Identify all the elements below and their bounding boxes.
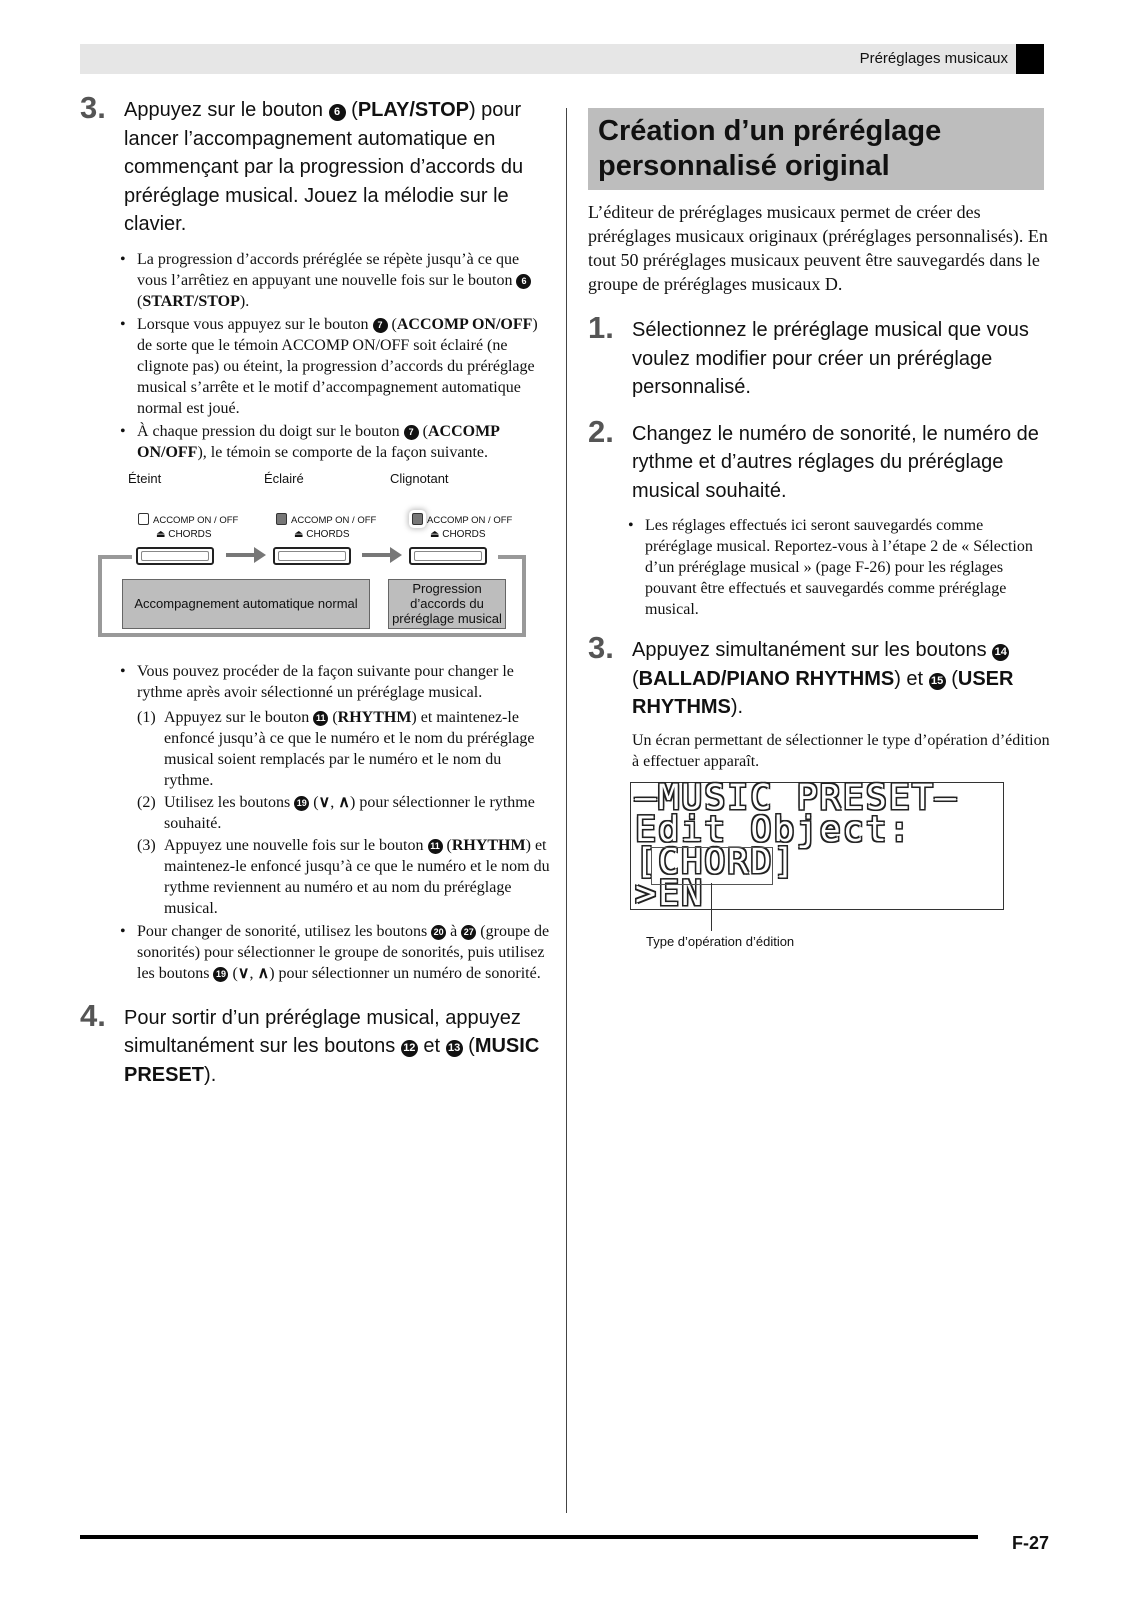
button-number-icon: 12 [401, 1040, 418, 1057]
step-text: Pour sortir d’un préréglage musical, appuyez simultanément sur les boutons [124, 1006, 521, 1057]
box-label: Accompagnement automatique normal [134, 596, 358, 611]
button-number-icon: 13 [446, 1040, 463, 1057]
button-name: BALLAD/PIANO RHYTHMS [638, 667, 895, 690]
led-off-icon [138, 513, 149, 525]
step-text: ) et [894, 667, 929, 690]
button-number-icon: 6 [329, 104, 346, 121]
page-header [80, 44, 1044, 74]
step-text: ) pour lancer l’accompagnement automatique en commençant par la progression d’accords du préréglage musical. Jouez la mélodie sur le clavier. [124, 99, 524, 235]
button-name: PLAY/STOP [357, 99, 469, 121]
button-name: ACCOMP ON/OFF [137, 422, 500, 461]
step-3-play [80, 90, 550, 239]
button-number-icon: 6 [516, 274, 531, 289]
state-on-label: Éclairé [264, 470, 304, 486]
normal-accomp-box [122, 579, 370, 629]
accomp-button-graphic [273, 547, 351, 565]
sub-step: (2) Utilisez les boutons 19 (∨, ∧) pour sélectionner le rythme souhaité. [137, 793, 535, 832]
bullet-item: • Pour changer de sonorité, utilisez les boutons 20 à 27 (groupe de sonorités) pour sélectionner le groupe de sonorités, puis utilisez les boutons 19 (∨, ∧) pour sélectionner un numéro de sonorité. [118, 921, 550, 984]
led-label: ACCOMP ON / OFF [291, 514, 377, 526]
step-number: 2. [588, 413, 614, 449]
state-off-label: Éteint [128, 470, 162, 486]
lcd-display [630, 777, 1004, 914]
step-number: 3. [588, 630, 614, 665]
button-name: RHYTHM [337, 708, 412, 726]
chords-label: ⏏ CHORDS [156, 528, 212, 540]
sub-step: (3) Appuyez une nouvelle fois sur le bouton 11 (RHYTHM) et maintenez-le enfoncé jusqu’à ce que le numéro et le nom du rythme reviennent au numéro et au nom du préréglage musical. [137, 836, 550, 917]
state-blink-label: Clignotant [390, 470, 449, 486]
step-1-select [588, 310, 1054, 402]
led-on-icon [276, 513, 287, 525]
chords-text: CHORDS [168, 528, 212, 540]
callout-line [711, 883, 712, 931]
arrow-right-icon [362, 553, 392, 557]
button-number-icon: 15 [929, 673, 946, 690]
column-divider [566, 108, 567, 1513]
button-name: USER RHYTHMS [632, 667, 1014, 718]
step-text: ( [462, 1035, 475, 1057]
intro-paragraph: L’éditeur de préréglages musicaux permet de créer des préréglages musicaux originaux (préréglages personnalisés). En tout 50 préréglages musicaux peuvent être sauvegardés dans le groupe de préréglages musicaux D. [588, 202, 1048, 294]
section-title: Création d’un préréglage personnalisé original [588, 108, 1044, 190]
chords-text: CHORDS [306, 528, 350, 540]
rhythm-bullets [118, 661, 550, 984]
button-name: START/STOP [142, 292, 240, 310]
chords-label: ⏏ CHORDS [294, 528, 350, 540]
step-number: 1. [588, 310, 614, 345]
step-2-change [588, 413, 1054, 506]
step-text: ( [945, 667, 958, 690]
chords-label: ⏏ CHORDS [430, 528, 486, 540]
button-number-icon: 14 [992, 644, 1009, 661]
led-off [138, 513, 238, 540]
chevron-up-icon: ∧ [338, 793, 350, 811]
step-4-exit [80, 997, 550, 1090]
lcd-highlight-box [651, 847, 773, 885]
step-text: ( [345, 99, 358, 121]
led-label: ACCOMP ON / OFF [427, 514, 513, 526]
step-text: ). [730, 696, 744, 718]
loop-line [98, 633, 526, 637]
step-text: et [417, 1035, 446, 1057]
led-behaviour-diagram [80, 469, 550, 655]
lcd-line-3: [CHORD] [635, 841, 797, 882]
lcd-line-2: Edit Object: [635, 809, 912, 850]
step-text: ). [204, 1063, 217, 1086]
chevron-up-icon: ∧ [257, 964, 270, 982]
left-column [80, 90, 550, 1089]
arrow-right-icon [226, 553, 256, 557]
step-3-bullets [118, 249, 550, 463]
button-number-icon: 19 [213, 967, 228, 982]
lcd-caption: Type d’opération d’édition [646, 933, 795, 949]
led-label: ACCOMP ON / OFF [153, 514, 239, 526]
chevron-down-icon: ∨ [318, 793, 331, 811]
step-text: Appuyez simultanément sur les boutons [632, 639, 993, 661]
progression-box [388, 579, 506, 629]
step-3-note: Un écran permettant de sélectionner le type d’opération d’édition à effectuer apparaît. [632, 731, 1050, 770]
led-blink [412, 513, 512, 540]
step-3-edit [588, 630, 1054, 722]
lcd-line-4: >EN [635, 873, 705, 914]
button-number-icon: 19 [294, 796, 309, 811]
led-blink-icon [412, 513, 423, 525]
right-column [588, 108, 1054, 949]
button-number-icon: 27 [461, 925, 476, 940]
step-text: Changez le numéro de sonorité, le numéro de rythme et d’autres réglages du préréglage musical souhaité. [632, 422, 1039, 502]
button-name: RHYTHM [451, 836, 526, 854]
button-number-icon: 11 [428, 839, 443, 854]
accomp-button-graphic [136, 547, 214, 565]
button-number-icon: 20 [431, 925, 446, 940]
sub-steps [137, 707, 550, 919]
step-text: Appuyez sur le bouton [124, 99, 329, 121]
page-number: F-27 [1012, 1533, 1050, 1553]
accomp-button-graphic [409, 547, 487, 565]
footer-rule [80, 1535, 978, 1539]
button-name: ACCOMP ON/OFF [396, 315, 533, 333]
step-number: 3. [80, 90, 106, 125]
step-text: Sélectionnez le préréglage musical que vous voulez modifier pour créer un préréglage personnalisé. [632, 319, 1029, 398]
button-number-icon: 7 [404, 425, 419, 440]
box-label: Progression d’accords du préréglage musical [392, 581, 502, 626]
step-number: 4. [80, 997, 106, 1033]
step-2-bullets [626, 515, 1054, 620]
chevron-down-icon: ∨ [237, 964, 250, 982]
header-marker [1016, 44, 1044, 74]
bullet-item: • Les réglages effectués ici seront sauvegardés comme préréglage musical. Reportez-vous à l’étape 2 de « Sélection d’un préréglage musical » (page F-26) pour les réglages pouvant être effectués et sauvegardés comme préréglage musical. [626, 515, 1054, 620]
led-on [276, 513, 376, 540]
section-header-title: Préréglages musicaux [859, 50, 1008, 67]
lcd-line-1: –MUSIC PRESET– [635, 777, 959, 818]
button-number-icon: 11 [313, 711, 328, 726]
step-text: ( [632, 667, 639, 690]
sub-step: (1) Appuyez sur le bouton 11 (RHYTHM) et maintenez-le enfoncé jusqu’à ce que le numéro et le nom du préréglage musical soient remplacés par le numéro et le nom du rythme. [137, 708, 535, 789]
bullet-item: • Lorsque vous appuyez sur le bouton 7 (ACCOMP ON/OFF) de sorte que le témoin ACCOMP ON/OFF soit éclairé (ne clignote pas) ou éteint, la progression d’accords du préréglage musical s’arrête et le motif d’accompagnement automatique normal est joué. [118, 314, 550, 419]
chords-text: CHORDS [442, 528, 486, 540]
bullet-item: • Vous pouvez procéder de la façon suivante pour changer le rythme après avoir sélectionné un préréglage musical. (1) Appuyez sur le bouton 11 (RHYTHM) et maintenez-le enfoncé jusqu’à ce que le numéro et le nom du préréglage musical soient remplacés par le numéro et le nom du rythme. (2) Utilisez les boutons 19 (∨, ∧) pour sélectionner le rythme souhaité. (3) Appuyez une nouvelle fois sur le bouton 11 (RHYTHM) et maintenez-le enfoncé jusqu’à ce que le numéro et le nom du rythme reviennent au numéro et au nom du préréglage musical. [118, 661, 550, 919]
button-name: MUSIC PRESET [124, 1035, 540, 1086]
button-number-icon: 7 [373, 318, 388, 333]
bullet-item: • La progression d’accords préréglée se répète jusqu’à ce que vous l’arrêtiez en appuyant une nouvelle fois sur le bouton 6 (START/STOP). [118, 249, 550, 312]
bullet-item: • À chaque pression du doigt sur le bouton 7 (ACCOMP ON/OFF), le témoin se comporte de la façon suivante. [118, 421, 550, 463]
